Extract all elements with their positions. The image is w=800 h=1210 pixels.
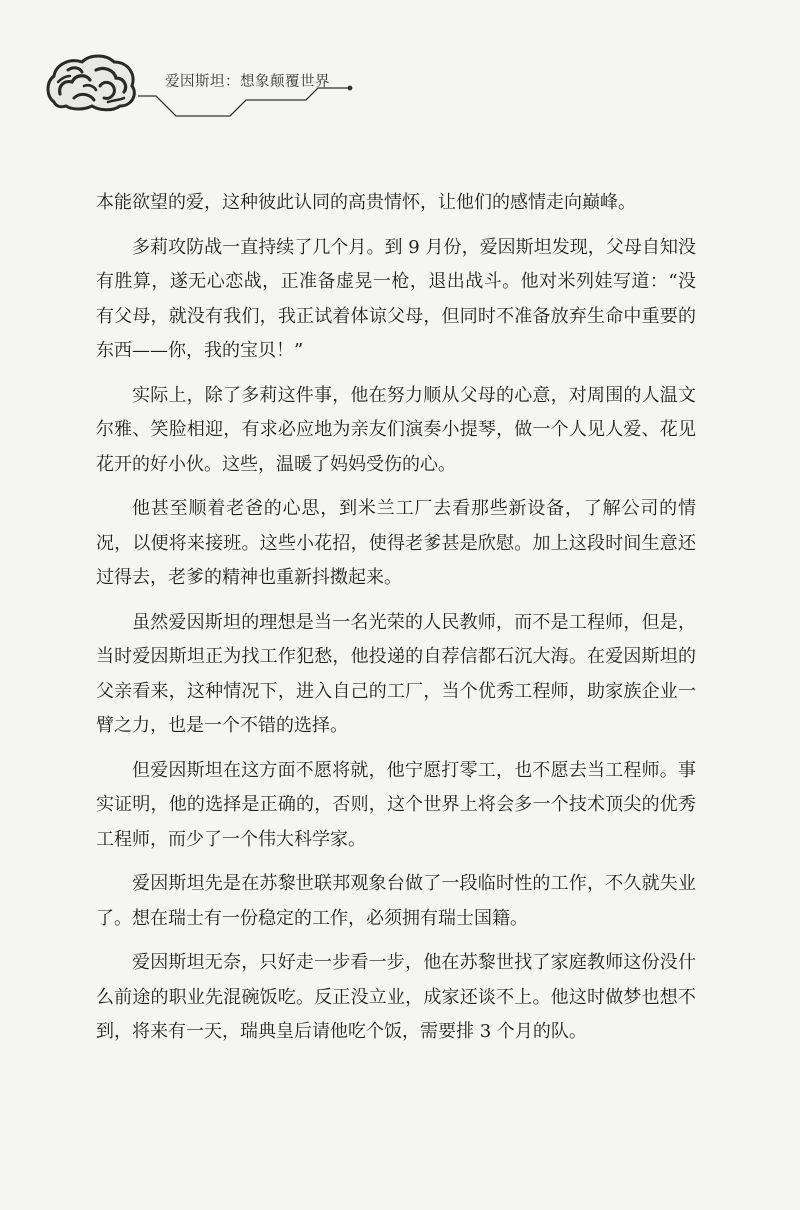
page-header: [0, 0, 800, 140]
paragraph-5: 虽然爱因斯坦的理想是当一名光荣的人民教师，而不是工程师，但是，当时爱因斯坦正为找工作犯愁，他投递的自荐信都石沉大海。在爱因斯坦的父亲看来，这种情况下，进入自己的工厂，当个优秀工程师，助家族企业一臂之力，也是一个不错的选择。: [96, 611, 696, 736]
brain-logo-icon: [44, 52, 138, 114]
paragraph-7: 爱因斯坦先是在苏黎世联邦观象台做了一段临时性的工作，不久就失业了。想在瑞士有一份稳定的工作，必须拥有瑞士国籍。: [96, 873, 696, 929]
page-body: [96, 186, 696, 1060]
paragraph-2: 多莉攻防战一直持续了几个月。到 9 月份，爱因斯坦发现，父母自知没有胜算，遂无心恋战，正准备虚晃一枪，退出战斗。他对米列娃写道：“没有父母，就没有我们，我正试着体谅父母，但同时不准备放弃生命中重要的东西——你，我的宝贝！”: [96, 236, 696, 361]
paragraph-6: 但爱因斯坦在这方面不愿将就，他宁愿打零工，也不愿去当工程师。事实证明，他的选择是正确的，否则，这个世界上将会多一个技术顶尖的优秀工程师，而少了一个伟大科学家。: [96, 759, 696, 850]
paragraph-4: 他甚至顺着老爸的心思，到米兰工厂去看那些新设备，了解公司的情况，以便将来接班。这些小花招，使得老爹甚是欣慰。加上这段时间生意还过得去，老爹的精神也重新抖擞起来。: [96, 498, 696, 588]
paragraph-1: 本能欲望的爱，这种彼此认同的高贵情怀，让他们的感情走向巅峰。: [96, 192, 636, 213]
paragraph-8: 爱因斯坦无奈，只好走一步看一步，他在苏黎世找了家庭教师这份没什么前途的职业先混碗饭吃。反正没立业，成家还谈不上。他这时做梦也想不到，将来有一天，瑞典皇后请他吃个饭，需要排 3 个月的队。: [96, 952, 696, 1042]
running-header-title: 爱因斯坦：想象颠覆世界: [165, 74, 330, 90]
paragraph-3: 实际上，除了多莉这件事，他在努力顺从父母的心意，对周围的人温文尔雅、笑脸相迎，有求必应地为亲友们演奏小提琴，做一个人见人爱、花见花开的好小伙。这些，温暖了妈妈受伤的心。: [96, 384, 696, 475]
